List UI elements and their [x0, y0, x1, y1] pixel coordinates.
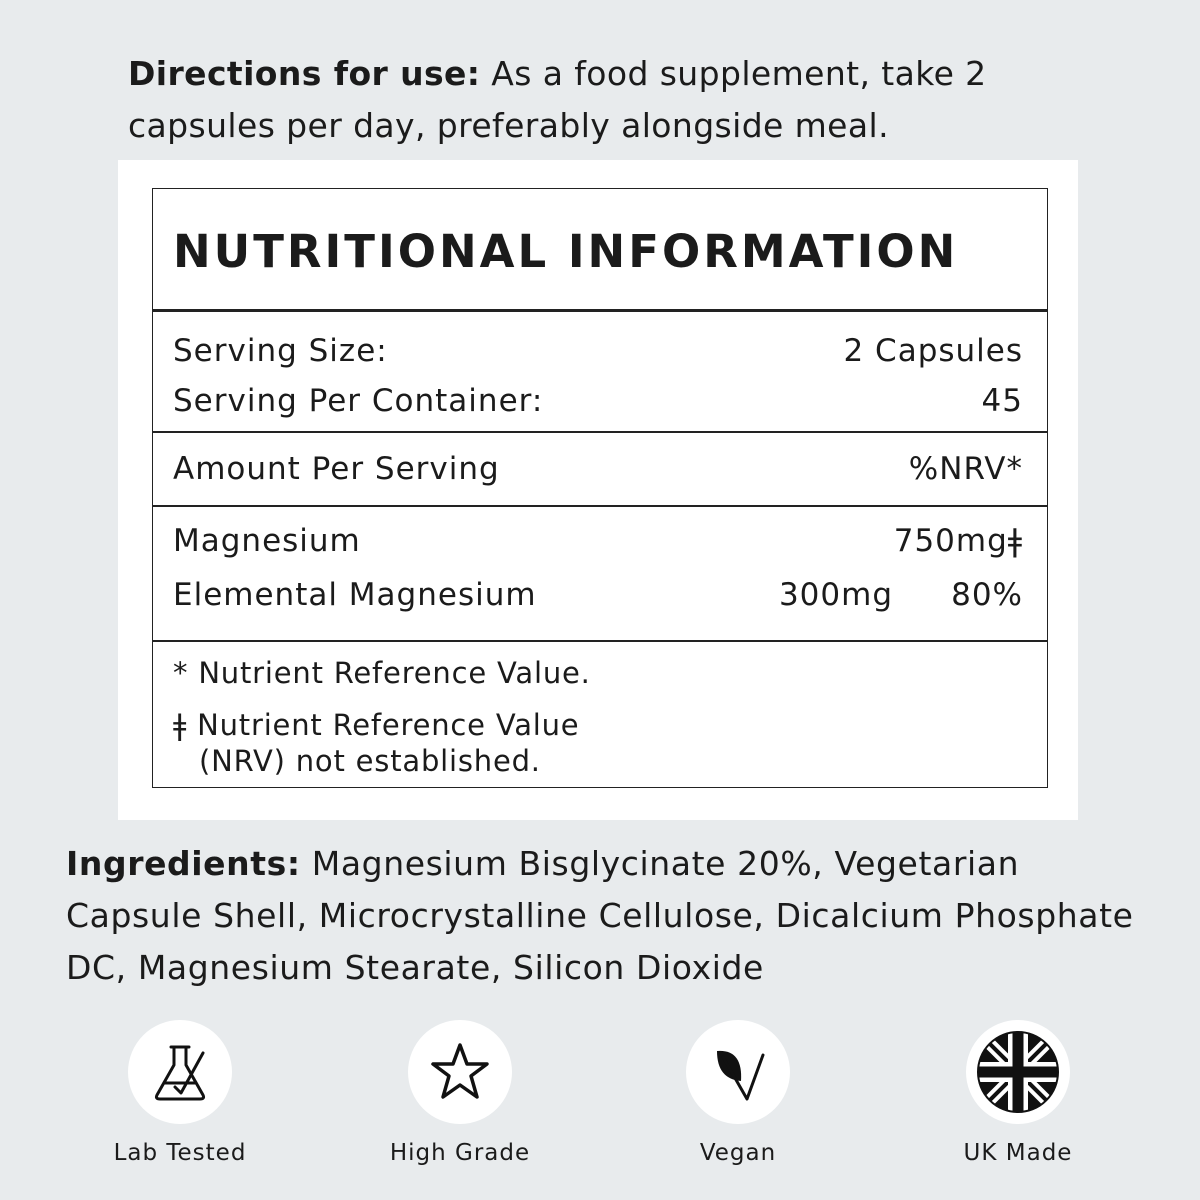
badge-lab-tested	[80, 1020, 280, 1166]
servings-row	[173, 383, 1023, 419]
nutrition-panel	[118, 160, 1078, 820]
elemental-nrv: 80%	[951, 577, 1023, 613]
elemental-row	[173, 577, 1023, 613]
badge-circle	[408, 1020, 512, 1124]
note-nrv: * Nutrient Reference Value.	[173, 656, 591, 690]
nutrition-title: NUTRITIONAL INFORMATION	[173, 225, 959, 278]
note-not-established-2: (NRV) not established.	[199, 744, 541, 778]
badge-label: Vegan	[699, 1140, 777, 1166]
badge-circle	[128, 1020, 232, 1124]
badge-label: UK Made	[963, 1140, 1073, 1166]
directions-text	[128, 48, 1088, 152]
nrv-header: %NRV*	[908, 451, 1023, 487]
ingredients-heading: Ingredients:	[66, 844, 301, 883]
star-icon	[425, 1037, 495, 1107]
badge-label: High Grade	[389, 1140, 531, 1166]
serving-size-row	[173, 333, 1023, 369]
divider	[153, 640, 1047, 642]
nutrition-table	[152, 188, 1048, 788]
amount-row	[173, 451, 1023, 487]
directions-heading: Directions for use:	[128, 54, 481, 93]
divider	[153, 431, 1047, 433]
magnesium-value: 750mgǂ	[893, 523, 1023, 559]
magnesium-row	[173, 523, 1023, 559]
directions-body: As a food supplement, take 2 capsules per day, preferably alongside meal.	[128, 54, 987, 145]
leaf-icon	[703, 1037, 773, 1107]
servings-label: Serving Per Container:	[173, 383, 544, 419]
servings-value: 45	[981, 383, 1023, 419]
serving-size-value: 2 Capsules	[843, 333, 1023, 369]
ingredients-text	[66, 838, 1146, 994]
divider-thick	[153, 309, 1047, 312]
flask-icon	[145, 1037, 215, 1107]
badge-circle	[966, 1020, 1070, 1124]
amount-label: Amount Per Serving	[173, 451, 500, 487]
magnesium-label: Magnesium	[173, 523, 361, 559]
ingredients-body: Magnesium Bisglycinate 20%, Vegetarian Capsule Shell, Microcrystalline Cellulose, Dicalcium Phosphate DC, Magnesium Stearate, Silicon Dioxide	[66, 844, 1134, 987]
union-jack-icon	[976, 1030, 1060, 1114]
badge-uk-made	[918, 1020, 1118, 1166]
serving-size-label: Serving Size:	[173, 333, 388, 369]
note-not-established-1: ǂ Nutrient Reference Value	[173, 708, 580, 742]
badge-vegan	[638, 1020, 838, 1166]
badge-high-grade	[360, 1020, 560, 1166]
badge-label: Lab Tested	[113, 1140, 247, 1166]
divider	[153, 505, 1047, 507]
badge-circle	[686, 1020, 790, 1124]
elemental-value: 300mg	[778, 577, 893, 613]
elemental-label: Elemental Magnesium	[173, 577, 537, 613]
